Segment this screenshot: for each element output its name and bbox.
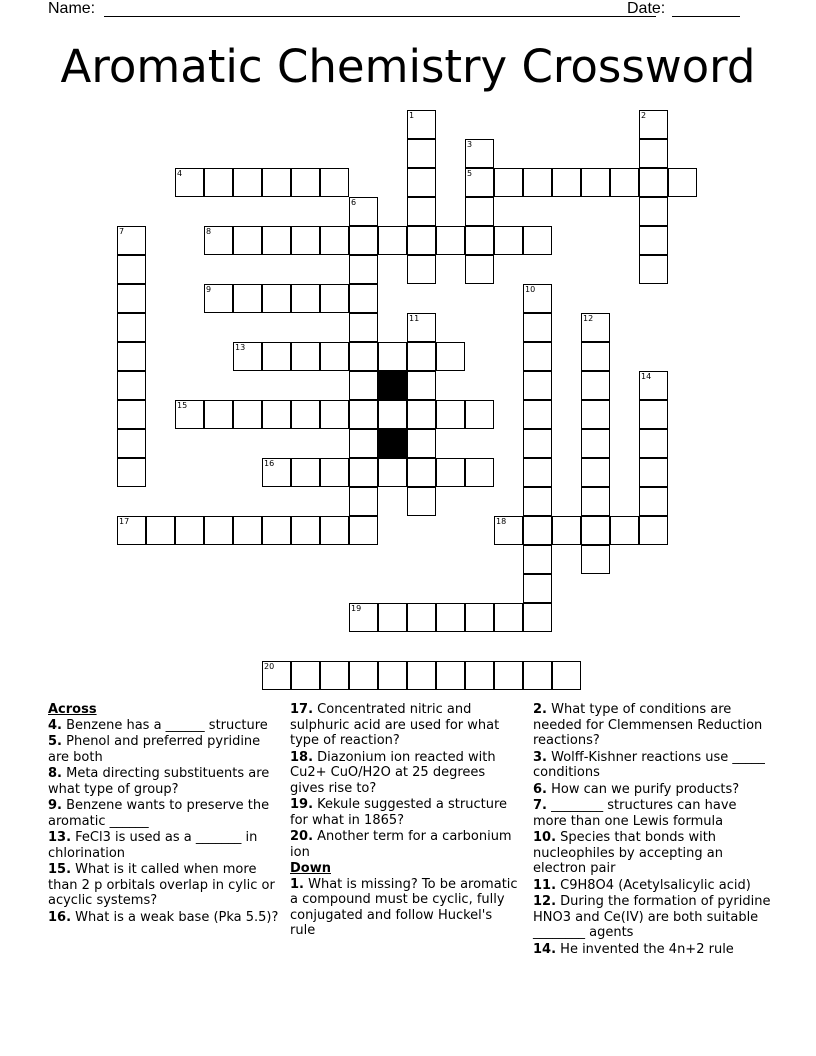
- grid-cell[interactable]: [349, 226, 378, 255]
- clue-number: 3: [467, 140, 473, 149]
- grid-cell[interactable]: [523, 574, 552, 603]
- clue-number: 6: [351, 198, 357, 207]
- clue-column-2: [290, 702, 518, 940]
- clue-item-text: Species that bonds with nucleophiles by accepting an electron pair: [533, 830, 723, 876]
- clue-item: [533, 782, 773, 798]
- grid-cell[interactable]: [639, 197, 668, 226]
- grid-cell[interactable]: [436, 342, 465, 371]
- grid-cell[interactable]: [117, 226, 146, 255]
- grid-cell[interactable]: [262, 516, 291, 545]
- grid-cell[interactable]: [117, 458, 146, 487]
- grid-cell[interactable]: [262, 342, 291, 371]
- clue-item: [48, 766, 280, 797]
- grid-cell[interactable]: [146, 516, 175, 545]
- grid-cell[interactable]: [523, 400, 552, 429]
- clue-item-text: FeCl3 is used as a _______ in chlorination: [48, 830, 258, 861]
- down-heading: Down: [290, 861, 331, 876]
- clue-item-text: Diazonium ion reacted with Cu2+ CuO/H2O at 25 degrees gives rise to?: [290, 749, 496, 796]
- grid-cell[interactable]: [117, 371, 146, 400]
- grid-cell[interactable]: [117, 255, 146, 284]
- grid-cell[interactable]: [581, 168, 610, 197]
- grid-cell[interactable]: [523, 284, 552, 313]
- clue-number: 12: [583, 314, 594, 323]
- grid-cell[interactable]: [581, 371, 610, 400]
- grid-cell[interactable]: [465, 458, 494, 487]
- clue-number: 4: [177, 169, 183, 178]
- clue-item-text: Meta directing substituents are what type of group?: [48, 766, 270, 797]
- grid-cell[interactable]: [639, 139, 668, 168]
- clue-item: [48, 830, 280, 861]
- clue-item-number: 15.: [48, 862, 72, 877]
- grid-cell[interactable]: [494, 226, 523, 255]
- grid-cell[interactable]: [378, 661, 407, 690]
- clue-item: [533, 702, 773, 749]
- grid-cell[interactable]: [117, 516, 146, 545]
- grid-cell[interactable]: [349, 255, 378, 284]
- date-label: Date:: [627, 0, 666, 17]
- clue-number: 5: [467, 169, 473, 178]
- grid-cell[interactable]: [581, 429, 610, 458]
- grid-cell[interactable]: [291, 342, 320, 371]
- grid-cell[interactable]: [465, 139, 494, 168]
- grid-cell[interactable]: [117, 429, 146, 458]
- clue-item-number: 19.: [290, 797, 314, 812]
- grid-cell[interactable]: [175, 168, 204, 197]
- grid-cell[interactable]: [581, 342, 610, 371]
- across-heading: Across: [48, 702, 97, 717]
- clue-item: [48, 798, 280, 829]
- grid-cell[interactable]: [117, 313, 146, 342]
- clue-item-text: Kekule suggested a structure for what in 1865?: [290, 797, 508, 828]
- grid-cell[interactable]: [465, 400, 494, 429]
- grid-cell[interactable]: [465, 255, 494, 284]
- name-label: Name:: [48, 0, 96, 17]
- grid-cell[interactable]: [639, 429, 668, 458]
- clue-item: [290, 702, 518, 749]
- clue-item: [48, 910, 280, 926]
- grid-cell[interactable]: [407, 255, 436, 284]
- grid-cell[interactable]: [436, 226, 465, 255]
- grid-cell[interactable]: [581, 313, 610, 342]
- grid-cell[interactable]: [494, 168, 523, 197]
- grid-cell[interactable]: [639, 516, 668, 545]
- grid-cell[interactable]: [407, 429, 436, 458]
- clue-item-text: Wolff-Kishner reactions use _____ conditions: [533, 749, 765, 780]
- grid-cell[interactable]: [465, 661, 494, 690]
- clue-item-text: What is missing? To be aromatic a compound must be cyclic, fully conjugated and follow Huckel's rule: [290, 876, 518, 938]
- grid-cell[interactable]: [581, 400, 610, 429]
- clue-item-number: 2.: [533, 702, 547, 717]
- grid-cell[interactable]: [523, 168, 552, 197]
- clue-item-text: Benzene has a ______ structure: [61, 717, 268, 733]
- clue-item-number: 8.: [48, 766, 62, 781]
- clue-item: [533, 830, 773, 877]
- grid-cell[interactable]: [523, 487, 552, 516]
- grid-cell[interactable]: [407, 661, 436, 690]
- grid-cell[interactable]: [262, 168, 291, 197]
- grid-cell[interactable]: [117, 342, 146, 371]
- grid-cell[interactable]: [233, 516, 262, 545]
- grid-cell[interactable]: [320, 226, 349, 255]
- clue-number: 20: [264, 662, 275, 671]
- grid-cell[interactable]: [407, 603, 436, 632]
- grid-cell[interactable]: [639, 458, 668, 487]
- clue-item-text: How can we purify products?: [546, 781, 740, 797]
- grid-cell[interactable]: [378, 458, 407, 487]
- grid-cell[interactable]: [349, 342, 378, 371]
- clue-item: [48, 718, 280, 734]
- grid-cell[interactable]: [523, 545, 552, 574]
- clue-number: 18: [496, 517, 507, 526]
- grid-cell[interactable]: [291, 458, 320, 487]
- grid-cell[interactable]: [262, 458, 291, 487]
- grid-cell[interactable]: [407, 197, 436, 226]
- grid-cell[interactable]: [407, 371, 436, 400]
- grid-cell[interactable]: [233, 168, 262, 197]
- clue-number: 16: [264, 459, 275, 468]
- clue-item-text: What type of conditions are needed for Clemmensen Reduction reactions?: [533, 702, 763, 748]
- grid-cell[interactable]: [639, 255, 668, 284]
- grid-cell[interactable]: [349, 197, 378, 226]
- clue-item-number: 11.: [533, 877, 557, 893]
- clue-item-text: ________ structures can have more than one Lewis formula: [533, 798, 737, 829]
- clue-item: [290, 829, 518, 860]
- grid-cell[interactable]: [465, 603, 494, 632]
- clue-number: 11: [409, 314, 420, 323]
- grid-cell[interactable]: [291, 168, 320, 197]
- grid-cell[interactable]: [407, 342, 436, 371]
- grid-cell[interactable]: [262, 284, 291, 313]
- clue-item-number: 13.: [48, 830, 72, 845]
- grid-cell[interactable]: [610, 516, 639, 545]
- clue-item-number: 16.: [48, 909, 72, 925]
- grid-cell[interactable]: [668, 168, 697, 197]
- grid-cell[interactable]: [465, 226, 494, 255]
- clue-number: 10: [525, 285, 536, 294]
- black-cell: [378, 429, 407, 458]
- grid-cell[interactable]: [291, 226, 320, 255]
- clue-item-text: Concentrated nitric and sulphuric acid are used for what type of reaction?: [290, 702, 500, 748]
- grid-cell[interactable]: [639, 110, 668, 139]
- page-title: Aromatic Chemistry Crossword: [60, 40, 756, 93]
- clue-item-number: 18.: [290, 749, 314, 765]
- grid-cell[interactable]: [349, 429, 378, 458]
- grid-cell[interactable]: [494, 661, 523, 690]
- clue-item-text: C9H8O4 (Acetylsalicylic acid): [556, 877, 751, 893]
- grid-cell[interactable]: [291, 516, 320, 545]
- black-cell: [378, 371, 407, 400]
- grid-cell[interactable]: [204, 400, 233, 429]
- grid-cell[interactable]: [523, 313, 552, 342]
- grid-cell[interactable]: [407, 458, 436, 487]
- grid-cell[interactable]: [291, 400, 320, 429]
- clue-item-number: 14.: [533, 941, 557, 957]
- grid-cell[interactable]: [610, 168, 639, 197]
- grid-cell[interactable]: [523, 458, 552, 487]
- grid-cell[interactable]: [320, 342, 349, 371]
- grid-cell[interactable]: [349, 284, 378, 313]
- clue-number: 19: [351, 604, 362, 613]
- clue-item: [290, 877, 518, 939]
- grid-cell[interactable]: [378, 603, 407, 632]
- grid-cell[interactable]: [523, 226, 552, 255]
- grid-cell[interactable]: [494, 603, 523, 632]
- grid-cell[interactable]: [204, 226, 233, 255]
- grid-cell[interactable]: [523, 371, 552, 400]
- grid-cell[interactable]: [349, 458, 378, 487]
- clue-number: 1: [409, 111, 415, 120]
- grid-cell[interactable]: [320, 284, 349, 313]
- grid-cell[interactable]: [436, 400, 465, 429]
- clue-number: 9: [206, 285, 212, 294]
- clue-item-number: 3.: [533, 749, 547, 765]
- grid-cell[interactable]: [552, 516, 581, 545]
- clue-number: 2: [641, 111, 647, 120]
- clue-item: [290, 750, 518, 797]
- grid-cell[interactable]: [494, 516, 523, 545]
- grid-cell[interactable]: [407, 226, 436, 255]
- clue-number: 15: [177, 401, 188, 410]
- grid-cell[interactable]: [523, 516, 552, 545]
- grid-cell[interactable]: [407, 110, 436, 139]
- clue-item: [48, 734, 280, 765]
- grid-cell[interactable]: [233, 342, 262, 371]
- grid-cell[interactable]: [320, 400, 349, 429]
- grid-cell[interactable]: [175, 516, 204, 545]
- grid-cell[interactable]: [291, 661, 320, 690]
- grid-cell[interactable]: [552, 168, 581, 197]
- clue-item-number: 9.: [48, 798, 62, 813]
- grid-cell[interactable]: [378, 400, 407, 429]
- grid-cell[interactable]: [581, 487, 610, 516]
- clue-item: [48, 862, 280, 909]
- clue-number: 8: [206, 227, 212, 236]
- grid-cell[interactable]: [262, 400, 291, 429]
- clue-number: 14: [641, 372, 652, 381]
- grid-cell[interactable]: [349, 516, 378, 545]
- clue-item-number: 17.: [290, 702, 314, 717]
- grid-cell[interactable]: [320, 516, 349, 545]
- clue-item-text: During the formation of pyridine HNO3 and Ce(IV) are both suitable ________ agents: [533, 894, 771, 940]
- clue-item-number: 12.: [533, 894, 557, 909]
- clue-item: [533, 894, 773, 941]
- grid-cell[interactable]: [349, 371, 378, 400]
- clue-item-number: 20.: [290, 829, 314, 844]
- clue-item-number: 7.: [533, 798, 547, 813]
- grid-cell[interactable]: [523, 429, 552, 458]
- grid-cell[interactable]: [407, 139, 436, 168]
- grid-cell[interactable]: [117, 400, 146, 429]
- grid-cell[interactable]: [523, 661, 552, 690]
- clue-item: [533, 878, 773, 894]
- clue-item-number: 4.: [48, 717, 62, 733]
- grid-cell[interactable]: [407, 487, 436, 516]
- grid-cell[interactable]: [639, 371, 668, 400]
- grid-cell[interactable]: [378, 226, 407, 255]
- clue-item-number: 1.: [290, 876, 304, 892]
- grid-cell[interactable]: [204, 516, 233, 545]
- grid-cell[interactable]: [436, 661, 465, 690]
- clue-item-text: What is it called when more than 2 p orbitals overlap in cylic or acyclic systems?: [48, 862, 275, 908]
- clue-item: [290, 797, 518, 828]
- grid-cell[interactable]: [407, 313, 436, 342]
- clue-column-3: [533, 702, 773, 958]
- clue-item-text: Benzene wants to preserve the aromatic ______: [48, 798, 270, 829]
- grid-cell[interactable]: [320, 661, 349, 690]
- grid-cell[interactable]: [233, 226, 262, 255]
- clue-item: [533, 798, 773, 829]
- clue-item-text: Another term for a carbonium ion: [290, 829, 512, 860]
- grid-cell[interactable]: [639, 400, 668, 429]
- grid-cell[interactable]: [320, 458, 349, 487]
- grid-cell[interactable]: [233, 284, 262, 313]
- grid-cell[interactable]: [349, 400, 378, 429]
- grid-cell[interactable]: [407, 168, 436, 197]
- clue-item-text: What is a weak base (Pka 5.5)?: [71, 909, 279, 925]
- grid-cell[interactable]: [320, 168, 349, 197]
- grid-cell[interactable]: [639, 168, 668, 197]
- grid-cell[interactable]: [581, 516, 610, 545]
- grid-cell[interactable]: [407, 400, 436, 429]
- clue-item-text: He invented the 4n+2 rule: [556, 941, 734, 957]
- grid-cell[interactable]: [117, 284, 146, 313]
- clue-number: 13: [235, 343, 246, 352]
- grid-cell[interactable]: [262, 661, 291, 690]
- grid-cell[interactable]: [175, 400, 204, 429]
- grid-cell[interactable]: [204, 168, 233, 197]
- clue-item-number: 10.: [533, 830, 557, 845]
- clue-column-1: [48, 702, 280, 926]
- grid-cell[interactable]: [581, 458, 610, 487]
- grid-cell[interactable]: [465, 168, 494, 197]
- grid-cell[interactable]: [436, 458, 465, 487]
- clue-item-text: Phenol and preferred pyridine are both: [48, 734, 261, 765]
- clue-item: [533, 942, 773, 958]
- grid-cell[interactable]: [523, 603, 552, 632]
- grid-cell[interactable]: [233, 400, 262, 429]
- clue-number: 7: [119, 227, 125, 236]
- grid-cell[interactable]: [436, 603, 465, 632]
- grid-cell[interactable]: [552, 661, 581, 690]
- grid-cell[interactable]: [349, 487, 378, 516]
- grid-cell[interactable]: [639, 226, 668, 255]
- clue-number: 17: [119, 517, 130, 526]
- clue-item-number: 6.: [533, 781, 547, 797]
- clue-item: [533, 750, 773, 781]
- grid-cell[interactable]: [349, 603, 378, 632]
- grid-cell[interactable]: [349, 313, 378, 342]
- grid-cell[interactable]: [465, 197, 494, 226]
- grid-cell[interactable]: [262, 226, 291, 255]
- grid-cell[interactable]: [349, 661, 378, 690]
- grid-cell[interactable]: [378, 342, 407, 371]
- clue-item-number: 5.: [48, 734, 62, 749]
- grid-cell[interactable]: [204, 284, 233, 313]
- grid-cell[interactable]: [291, 284, 320, 313]
- grid-cell[interactable]: [639, 487, 668, 516]
- grid-cell[interactable]: [581, 545, 610, 574]
- grid-cell[interactable]: [523, 342, 552, 371]
